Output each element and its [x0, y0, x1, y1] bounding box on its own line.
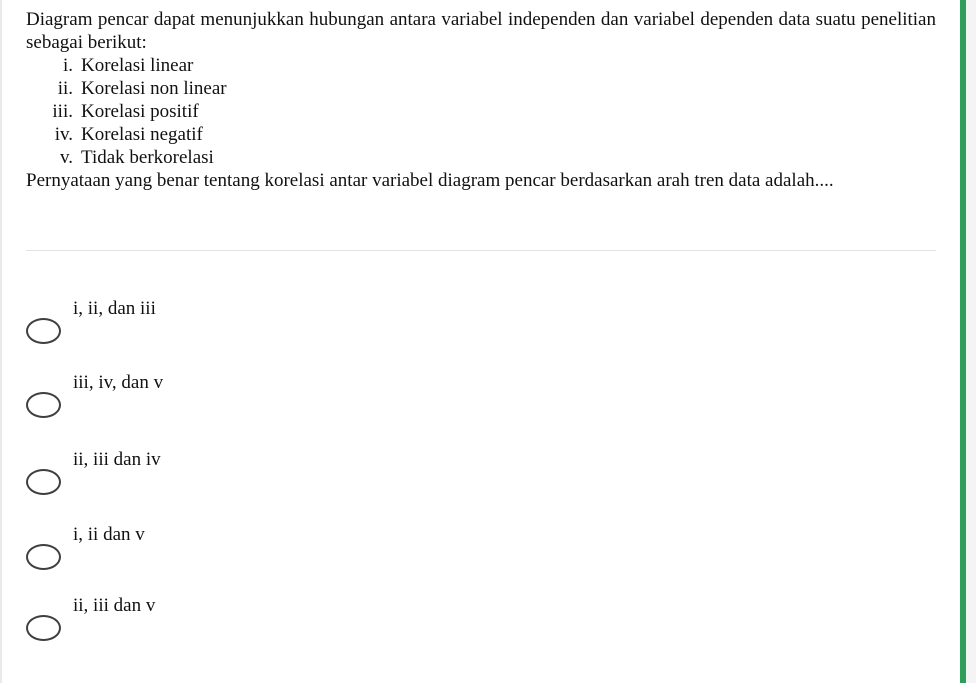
statement-item — [26, 54, 936, 77]
statement-number: v. — [59, 147, 73, 168]
option-label: i, ii dan v — [73, 524, 145, 545]
statement-number: i. — [62, 55, 73, 76]
answer-option-e[interactable] — [20, 595, 320, 655]
statement-text: Tidak berkorelasi — [81, 147, 214, 168]
statement-text: Korelasi positif — [81, 101, 199, 122]
answer-option-b[interactable] — [20, 372, 320, 432]
statement-item — [26, 77, 936, 100]
question-prompt: Pernyataan yang benar tentang korelasi antar variabel diagram pencar berdasarkan arah tren data adalah.... — [26, 170, 834, 191]
statement-text: Korelasi negatif — [81, 124, 203, 145]
statement-number: ii. — [57, 78, 73, 99]
question-block — [26, 8, 936, 192]
statement-number: iii. — [52, 101, 73, 122]
option-label: ii, iii dan iv — [73, 449, 161, 470]
radio-button[interactable] — [26, 318, 61, 344]
left-border — [0, 0, 2, 683]
divider — [26, 250, 936, 251]
statement-number: iv. — [54, 124, 73, 145]
answer-option-d[interactable] — [20, 524, 320, 584]
option-label: i, ii, dan iii — [73, 298, 156, 319]
statement-text: Korelasi non linear — [81, 78, 227, 99]
option-label: iii, iv, dan v — [73, 372, 164, 393]
right-scroll-gutter — [966, 0, 976, 683]
radio-button[interactable] — [26, 615, 61, 641]
question-intro: Diagram pencar dapat menunjukkan hubungan antara variabel independen dan variabel dependen data suatu penelitian sebagai berikut: — [26, 9, 936, 53]
answer-option-c[interactable] — [20, 449, 320, 509]
statement-item — [26, 100, 936, 123]
radio-button[interactable] — [26, 469, 61, 495]
radio-button[interactable] — [26, 544, 61, 570]
statement-item — [26, 123, 936, 146]
option-label: ii, iii dan v — [73, 595, 156, 616]
statement-text: Korelasi linear — [81, 55, 194, 76]
answer-option-a[interactable] — [20, 298, 320, 358]
radio-button[interactable] — [26, 392, 61, 418]
statement-item — [26, 146, 936, 169]
